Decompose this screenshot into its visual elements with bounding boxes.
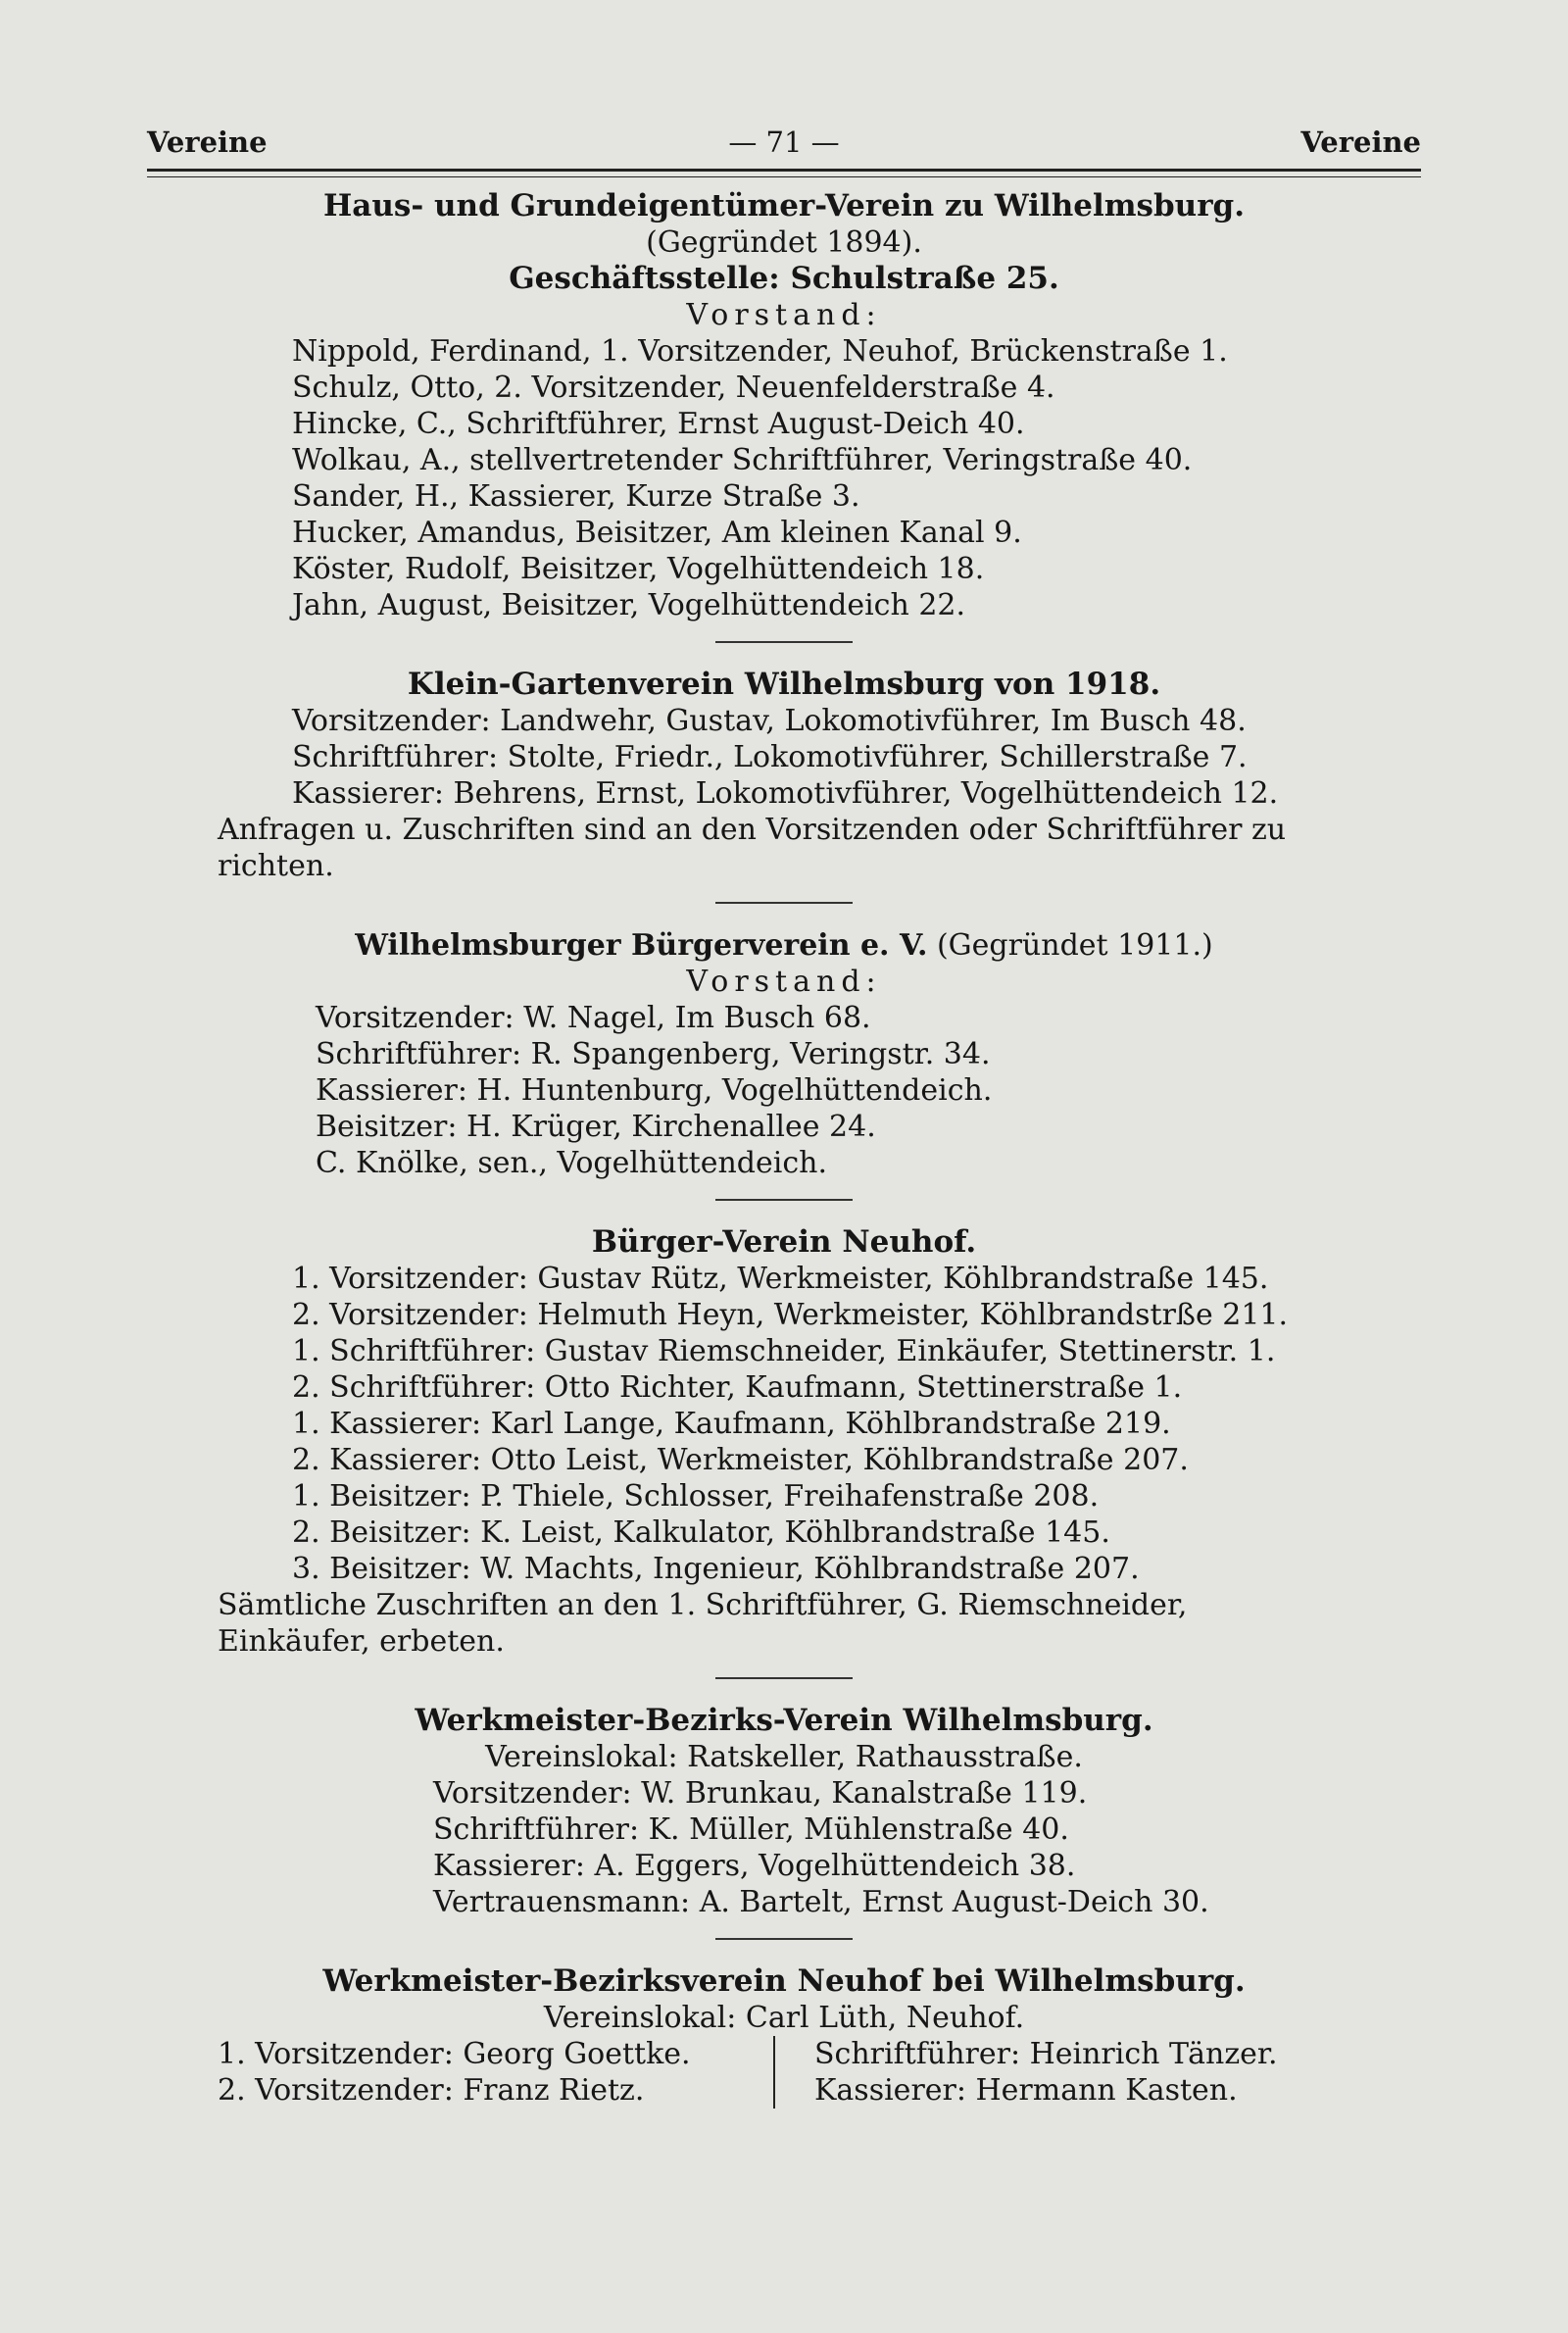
list-item: Wolkau, A., stellvertretender Schriftführer, Veringstraße 40.: [292, 443, 1193, 477]
list-item: Vorsitzender: W. Nagel, Im Busch 68.: [316, 1001, 871, 1035]
section-divider: [715, 902, 853, 904]
section-title: Wilhelmsburger Bürgerverein e. V.: [355, 928, 928, 963]
list-item: 1. Beisitzer: P. Thiele, Schlosser, Freihafenstraße 208.: [292, 1479, 1100, 1514]
section-title: Werkmeister-Bezirks-Verein Wilhelmsburg.: [415, 1703, 1153, 1738]
list-item: Kassierer: Behrens, Ernst, Lokomotivführer, Vogelhüttendeich 12.: [292, 776, 1279, 811]
officers-left-column: [218, 2036, 775, 2109]
section-title-row: [218, 927, 1350, 964]
header-left: Vereine: [147, 125, 268, 159]
list-item: Hucker, Amandus, Beisitzer, Am kleinen Kanal 9.: [292, 516, 1022, 550]
list-item: Kassierer: Hermann Kasten.: [814, 2073, 1238, 2108]
list-item: Schriftführer: Stolte, Friedr., Lokomotivführer, Schillerstraße 7.: [292, 740, 1248, 774]
section-buerger-verein-neuhof: [218, 1224, 1350, 1660]
section-klein-gartenverein: [218, 667, 1350, 884]
list-item: 2. Vorsitzender: Helmuth Heyn, Werkmeister, Köhlbrandstrße 211.: [292, 1298, 1289, 1332]
list-item: 1. Kassierer: Karl Lange, Kaufmann, Köhlbrandstraße 219.: [292, 1407, 1171, 1441]
list-item: Vorsitzender: W. Brunkau, Kanalstraße 119.: [433, 1776, 1088, 1811]
list-item: Beisitzer: H. Krüger, Kirchenallee 24.: [316, 1110, 876, 1144]
office-address: Geschäftsstelle: Schulstraße 25.: [509, 261, 1059, 296]
running-header: [147, 125, 1421, 171]
founded-note: (Gegründet 1911.): [936, 928, 1213, 963]
list-item: Schulz, Otto, 2. Vorsitzender, Neuenfelderstraße 4.: [292, 371, 1055, 405]
venue: Vereinslokal: Carl Lüth, Neuhof.: [543, 2001, 1025, 2035]
list-item: Jahn, August, Beisitzer, Vogelhüttendeich 22.: [292, 588, 966, 622]
list-item: 2. Vorsitzender: Franz Rietz.: [218, 2073, 645, 2108]
list-item: Hincke, C., Schriftführer, Ernst August-Deich 40.: [292, 407, 1025, 441]
list-item: Kassierer: A. Eggers, Vogelhüttendeich 38.: [433, 1849, 1076, 1883]
section-title: Klein-Gartenverein Wilhelmsburg von 1918.: [407, 667, 1161, 702]
list-item: 1. Schriftführer: Gustav Riemschneider, Einkäufer, Stettinerstr. 1.: [292, 1334, 1276, 1368]
section-werkmeister-neuhof: [218, 1963, 1350, 2109]
founded-note: (Gegründet 1894).: [646, 225, 922, 260]
section-divider: [715, 1199, 853, 1201]
list-item: C. Knölke, sen., Vogelhüttendeich.: [316, 1146, 827, 1180]
list-item: Kassierer: H. Huntenburg, Vogelhüttendeich.: [316, 1073, 993, 1108]
list-item: 2. Kassierer: Otto Leist, Werkmeister, Köhlbrandstraße 207.: [292, 1443, 1189, 1477]
section-haus-grundeigentuemer: [218, 188, 1350, 623]
list-item: Vorsitzender: Landwehr, Gustav, Lokomotivführer, Im Busch 48.: [292, 704, 1247, 738]
list-item: 1. Vorsitzender: Gustav Rütz, Werkmeister, Köhlbrandstraße 145.: [292, 1262, 1269, 1296]
list-item: Schriftführer: Heinrich Tänzer.: [814, 2037, 1278, 2071]
list-item: Schriftführer: R. Spangenberg, Veringstr. 34.: [316, 1037, 991, 1071]
list-item: Vertrauensmann: A. Bartelt, Ernst August-Deich 30.: [433, 1885, 1209, 1919]
page-content: [218, 188, 1350, 2109]
section-title: Werkmeister-Bezirksverein Neuhof bei Wilhelmsburg.: [322, 1963, 1246, 1999]
page-number: — 71 —: [728, 125, 840, 159]
header-rule: [147, 169, 1421, 172]
list-item: 2. Beisitzer: K. Leist, Kalkulator, Köhlbrandstraße 145.: [292, 1515, 1110, 1550]
section-title: Haus- und Grundeigentümer-Verein zu Wilhelmsburg.: [322, 188, 1246, 223]
section-title: Bürger-Verein Neuhof.: [591, 1224, 977, 1260]
list-item: 2. Schriftführer: Otto Richter, Kaufmann, Stettinerstraße 1.: [292, 1370, 1183, 1405]
list-item: 3. Beisitzer: W. Machts, Ingenieur, Köhlbrandstraße 207.: [292, 1552, 1140, 1586]
list-item: Schriftführer: K. Müller, Mühlenstraße 40.: [433, 1812, 1069, 1847]
correspondence-note: Sämtliche Zuschriften an den 1. Schriftführer, G. Riemschneider, Einkäufer, erbeten.: [218, 1588, 1188, 1659]
header-rule-thin: [147, 176, 1421, 177]
list-item: 1. Vorsitzender: Georg Goettke.: [218, 2037, 691, 2071]
list-item: Sander, H., Kassierer, Kurze Straße 3.: [292, 479, 860, 514]
section-divider: [715, 1677, 853, 1679]
list-item: Nippold, Ferdinand, 1. Vorsitzender, Neuhof, Brückenstraße 1.: [292, 334, 1228, 369]
section-divider: [715, 1938, 853, 1940]
section-divider: [715, 641, 853, 643]
list-item: Köster, Rudolf, Beisitzer, Vogelhüttendeich 18.: [292, 552, 985, 586]
officers-two-column: [218, 2036, 1350, 2109]
inquiry-note: Anfragen u. Zuschriften sind an den Vorsitzenden oder Schriftführer zu richten.: [218, 813, 1287, 883]
board-heading: Vorstand:: [686, 965, 882, 999]
section-werkmeister-wilhelmsburg: [218, 1703, 1350, 1920]
venue: Vereinslokal: Ratskeller, Rathausstraße.: [485, 1740, 1083, 1774]
section-buergerverein-wilhelmsburg: [218, 927, 1350, 1181]
board-heading: Vorstand:: [686, 298, 882, 332]
header-right: Vereine: [1300, 125, 1421, 159]
officers-right-column: [775, 2036, 1350, 2109]
